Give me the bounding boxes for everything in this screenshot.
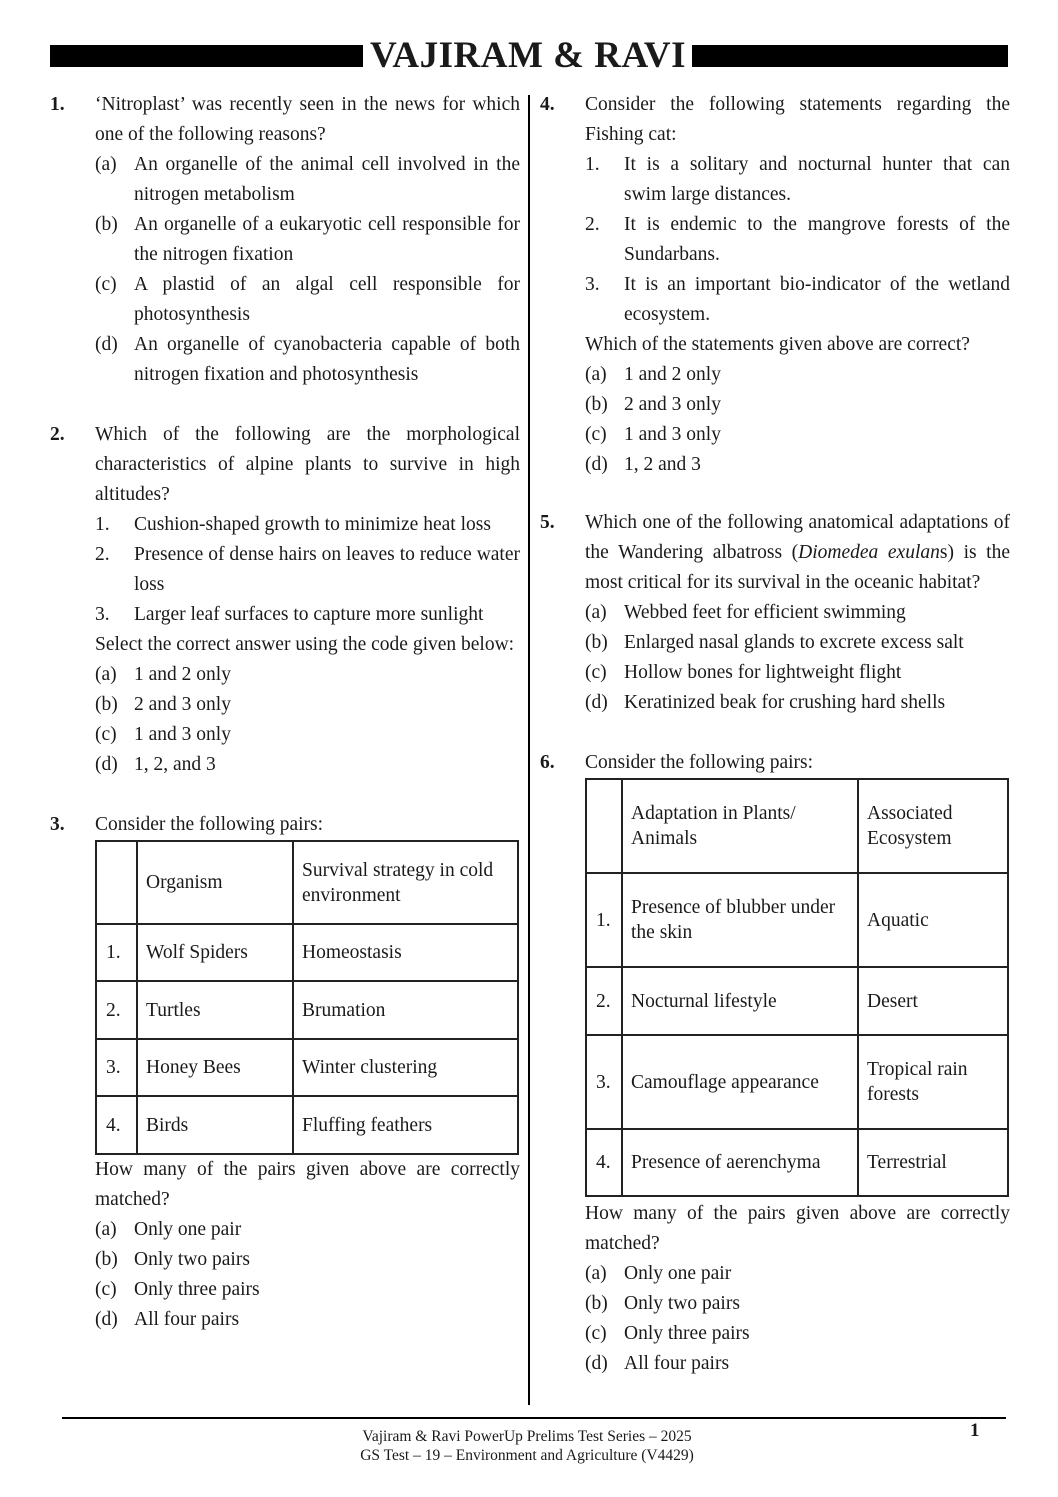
option-text: Only one pair bbox=[134, 1219, 242, 1240]
question-2 bbox=[50, 420, 520, 780]
question-text: Consider the following statements regarding the Fishing cat: bbox=[585, 94, 1010, 145]
table-cell: 4. bbox=[96, 1096, 137, 1154]
option-label: (b) bbox=[585, 394, 608, 415]
table-cell: 3. bbox=[586, 1035, 622, 1129]
option-d bbox=[585, 450, 1010, 480]
option-text: All four pairs bbox=[134, 1309, 240, 1330]
question-text: Consider the following pairs: bbox=[585, 752, 814, 773]
option-text: Only three pairs bbox=[624, 1323, 750, 1344]
table-cell: 4. bbox=[586, 1129, 622, 1196]
option-text: 1, 2, and 3 bbox=[134, 754, 216, 775]
option-label: (b) bbox=[95, 214, 118, 235]
option-label: (d) bbox=[585, 1353, 608, 1374]
statement-label: 2. bbox=[585, 214, 600, 235]
option-text: 2 and 3 only bbox=[624, 394, 721, 415]
option-d bbox=[95, 1305, 520, 1335]
statement-label: 2. bbox=[95, 544, 110, 565]
statement-text: Cushion-shaped growth to minimize heat loss bbox=[134, 514, 491, 535]
option-text: Hollow bones for lightweight flight bbox=[624, 662, 902, 683]
option-text: Only two pairs bbox=[134, 1249, 250, 1270]
statement-1 bbox=[95, 510, 520, 540]
table-row bbox=[96, 981, 518, 1039]
question-number: 5. bbox=[540, 512, 555, 533]
table-cell: Presence of aerenchyma bbox=[622, 1129, 858, 1196]
option-text: An organelle of the animal cell involved in the nitrogen metabolism bbox=[134, 154, 520, 205]
option-label: (a) bbox=[585, 602, 607, 623]
option-label: (d) bbox=[95, 754, 118, 775]
option-label: (b) bbox=[95, 1249, 118, 1270]
option-d bbox=[95, 330, 520, 390]
question-prompt: Which of the statements given above are correct? bbox=[585, 334, 970, 355]
table-row bbox=[96, 1096, 518, 1154]
table-header-cell: Organism bbox=[137, 841, 293, 924]
table-row bbox=[96, 924, 518, 981]
table-header-row bbox=[586, 779, 1008, 873]
option-text: 2 and 3 only bbox=[134, 694, 231, 715]
option-b bbox=[95, 690, 520, 720]
table-cell: Camouflage appearance bbox=[622, 1035, 858, 1129]
option-label: (c) bbox=[95, 724, 117, 745]
statement-3 bbox=[95, 600, 520, 630]
statement-label: 1. bbox=[95, 514, 110, 535]
option-text: An organelle of a eukaryotic cell responsible for the nitrogen fixation bbox=[134, 214, 520, 265]
option-text: All four pairs bbox=[624, 1353, 730, 1374]
option-a bbox=[95, 1215, 520, 1245]
table-cell: 2. bbox=[96, 981, 137, 1039]
table-cell: Turtles bbox=[137, 981, 293, 1039]
right-column bbox=[540, 90, 1010, 1379]
option-c bbox=[95, 270, 520, 330]
option-text: A plastid of an algal cell responsible for photosynthesis bbox=[134, 274, 520, 325]
question-4 bbox=[540, 90, 1010, 480]
statement-2 bbox=[585, 210, 1010, 270]
option-label: (c) bbox=[585, 662, 607, 683]
table-cell: Terrestrial bbox=[858, 1129, 1008, 1196]
option-label: (a) bbox=[585, 1263, 607, 1284]
column-divider bbox=[528, 95, 530, 1405]
statement-1 bbox=[585, 150, 1010, 210]
option-label: (a) bbox=[95, 154, 117, 175]
option-label: (d) bbox=[95, 1309, 118, 1330]
option-text: 1 and 2 only bbox=[134, 664, 231, 685]
question-number: 4. bbox=[540, 94, 555, 115]
pairs-table bbox=[585, 778, 1009, 1197]
option-a bbox=[585, 1259, 1010, 1289]
species-name: Diomedea exulan bbox=[798, 542, 940, 563]
question-number: 1. bbox=[50, 94, 65, 115]
question-text: ‘Nitroplast’ was recently seen in the news for which one of the following reasons? bbox=[95, 94, 520, 145]
table-cell: Presence of blubber under the skin bbox=[622, 873, 858, 967]
table-header-cell: Adaptation in Plants/ Animals bbox=[622, 779, 858, 873]
table-cell: Honey Bees bbox=[137, 1039, 293, 1096]
statement-text: It is an important bio-indicator of the wetland ecosystem. bbox=[624, 274, 1010, 325]
header-title: VAJIRAM & RAVI bbox=[369, 35, 687, 76]
table-cell: 1. bbox=[586, 873, 622, 967]
option-text: Only one pair bbox=[624, 1263, 732, 1284]
option-c bbox=[585, 1319, 1010, 1349]
question-6 bbox=[540, 748, 1010, 1379]
table-cell: Homeostasis bbox=[293, 924, 518, 981]
statement-label: 1. bbox=[585, 154, 600, 175]
question-3 bbox=[50, 810, 520, 1335]
table-cell: 2. bbox=[586, 967, 622, 1035]
question-text bbox=[585, 508, 1010, 598]
statement-3 bbox=[585, 270, 1010, 330]
footer-series: Vajiram & Ravi PowerUp Prelims Test Series – 2025 bbox=[362, 1428, 692, 1445]
option-label: (c) bbox=[95, 274, 117, 295]
option-label: (b) bbox=[585, 1293, 608, 1314]
question-text-part: s) is the most critical for its survival in the oceanic habitat? bbox=[585, 542, 1010, 593]
option-b bbox=[585, 1289, 1010, 1319]
option-text: 1 and 3 only bbox=[624, 424, 721, 445]
option-label: (b) bbox=[585, 632, 608, 653]
question-text: Consider the following pairs: bbox=[95, 814, 324, 835]
option-label: (a) bbox=[585, 364, 607, 385]
question-1 bbox=[50, 90, 520, 390]
table-cell: Winter clustering bbox=[293, 1039, 518, 1096]
statement-label: 3. bbox=[585, 274, 600, 295]
option-text: Keratinized beak for crushing hard shells bbox=[624, 692, 946, 713]
option-a bbox=[585, 360, 1010, 390]
statement-label: 3. bbox=[95, 604, 110, 625]
question-prompt: How many of the pairs given above are correctly matched? bbox=[95, 1159, 520, 1210]
option-label: (b) bbox=[95, 694, 118, 715]
option-a bbox=[585, 598, 1010, 628]
option-text: Only two pairs bbox=[624, 1293, 740, 1314]
question-number: 6. bbox=[540, 752, 555, 773]
table-row bbox=[586, 873, 1008, 967]
option-label: (d) bbox=[585, 692, 608, 713]
option-label: (c) bbox=[585, 1323, 607, 1344]
table-cell: Desert bbox=[858, 967, 1008, 1035]
question-text: Which of the following are the morphological characteristics of alpine plants to survive in high altitudes? bbox=[95, 424, 520, 505]
table-cell: 3. bbox=[96, 1039, 137, 1096]
option-label: (a) bbox=[95, 664, 117, 685]
option-text: Webbed feet for efficient swimming bbox=[624, 602, 906, 623]
table-row bbox=[586, 967, 1008, 1035]
option-label: (c) bbox=[95, 1279, 117, 1300]
option-b bbox=[585, 390, 1010, 420]
footer-rule bbox=[62, 1417, 1006, 1419]
footer-test: GS Test – 19 – Environment and Agriculture (V4429) bbox=[360, 1447, 694, 1464]
table-cell: Fluffing feathers bbox=[293, 1096, 518, 1154]
option-text: An organelle of cyanobacteria capable of both nitrogen fixation and photosynthesis bbox=[134, 334, 520, 385]
table-row bbox=[586, 1035, 1008, 1129]
page-number: 1 bbox=[970, 1420, 980, 1441]
table-cell: Nocturnal lifestyle bbox=[622, 967, 858, 1035]
header-bar-left bbox=[50, 45, 363, 67]
question-5 bbox=[540, 508, 1010, 718]
table-header-cell: Survival strategy in cold environment bbox=[293, 841, 518, 924]
option-c bbox=[95, 1275, 520, 1305]
option-label: (a) bbox=[95, 1219, 117, 1240]
option-label: (c) bbox=[585, 424, 607, 445]
question-number: 3. bbox=[50, 814, 65, 835]
statement-text: It is a solitary and nocturnal hunter that can swim large distances. bbox=[624, 154, 1010, 205]
option-b bbox=[95, 210, 520, 270]
statement-2 bbox=[95, 540, 520, 600]
statement-text: It is endemic to the mangrove forests of the Sundarbans. bbox=[624, 214, 1010, 265]
question-number: 2. bbox=[50, 424, 65, 445]
header-bar-right bbox=[692, 45, 1008, 67]
option-text: 1 and 3 only bbox=[134, 724, 231, 745]
page-header bbox=[50, 35, 1008, 76]
page-footer bbox=[252, 1427, 802, 1465]
option-c bbox=[585, 420, 1010, 450]
left-column bbox=[50, 90, 520, 1335]
option-text: 1, 2 and 3 bbox=[624, 454, 701, 475]
table-cell: Wolf Spiders bbox=[137, 924, 293, 981]
table-header-row bbox=[96, 841, 518, 924]
table-cell: Aquatic bbox=[858, 873, 1008, 967]
table-row bbox=[586, 1129, 1008, 1196]
table-row bbox=[96, 1039, 518, 1096]
option-b bbox=[95, 1245, 520, 1275]
option-label: (d) bbox=[95, 334, 118, 355]
option-c bbox=[95, 720, 520, 750]
table-cell: Tropical rain forests bbox=[858, 1035, 1008, 1129]
option-label: (d) bbox=[585, 454, 608, 475]
option-c bbox=[585, 658, 1010, 688]
statement-text: Presence of dense hairs on leaves to reduce water loss bbox=[134, 544, 520, 595]
table-cell: Birds bbox=[137, 1096, 293, 1154]
option-a bbox=[95, 150, 520, 210]
option-text: Only three pairs bbox=[134, 1279, 260, 1300]
option-d bbox=[585, 688, 1010, 718]
table-cell: 1. bbox=[96, 924, 137, 981]
table-header-cell: Associated Ecosystem bbox=[858, 779, 1008, 873]
option-d bbox=[585, 1349, 1010, 1379]
table-header-cell bbox=[586, 779, 622, 873]
statement-text: Larger leaf surfaces to capture more sunlight bbox=[134, 604, 484, 625]
question-prompt: Select the correct answer using the code given below: bbox=[95, 634, 515, 655]
option-a bbox=[95, 660, 520, 690]
table-header-cell bbox=[96, 841, 137, 924]
option-text: Enlarged nasal glands to excrete excess salt bbox=[624, 632, 964, 653]
question-text-part: Which one of the following anatomical adaptations of the Wandering albatross ( bbox=[585, 512, 1010, 563]
option-b bbox=[585, 628, 1010, 658]
pairs-table bbox=[95, 840, 519, 1155]
option-d bbox=[95, 750, 520, 780]
option-text: 1 and 2 only bbox=[624, 364, 721, 385]
question-prompt: How many of the pairs given above are correctly matched? bbox=[585, 1203, 1010, 1254]
table-cell: Brumation bbox=[293, 981, 518, 1039]
